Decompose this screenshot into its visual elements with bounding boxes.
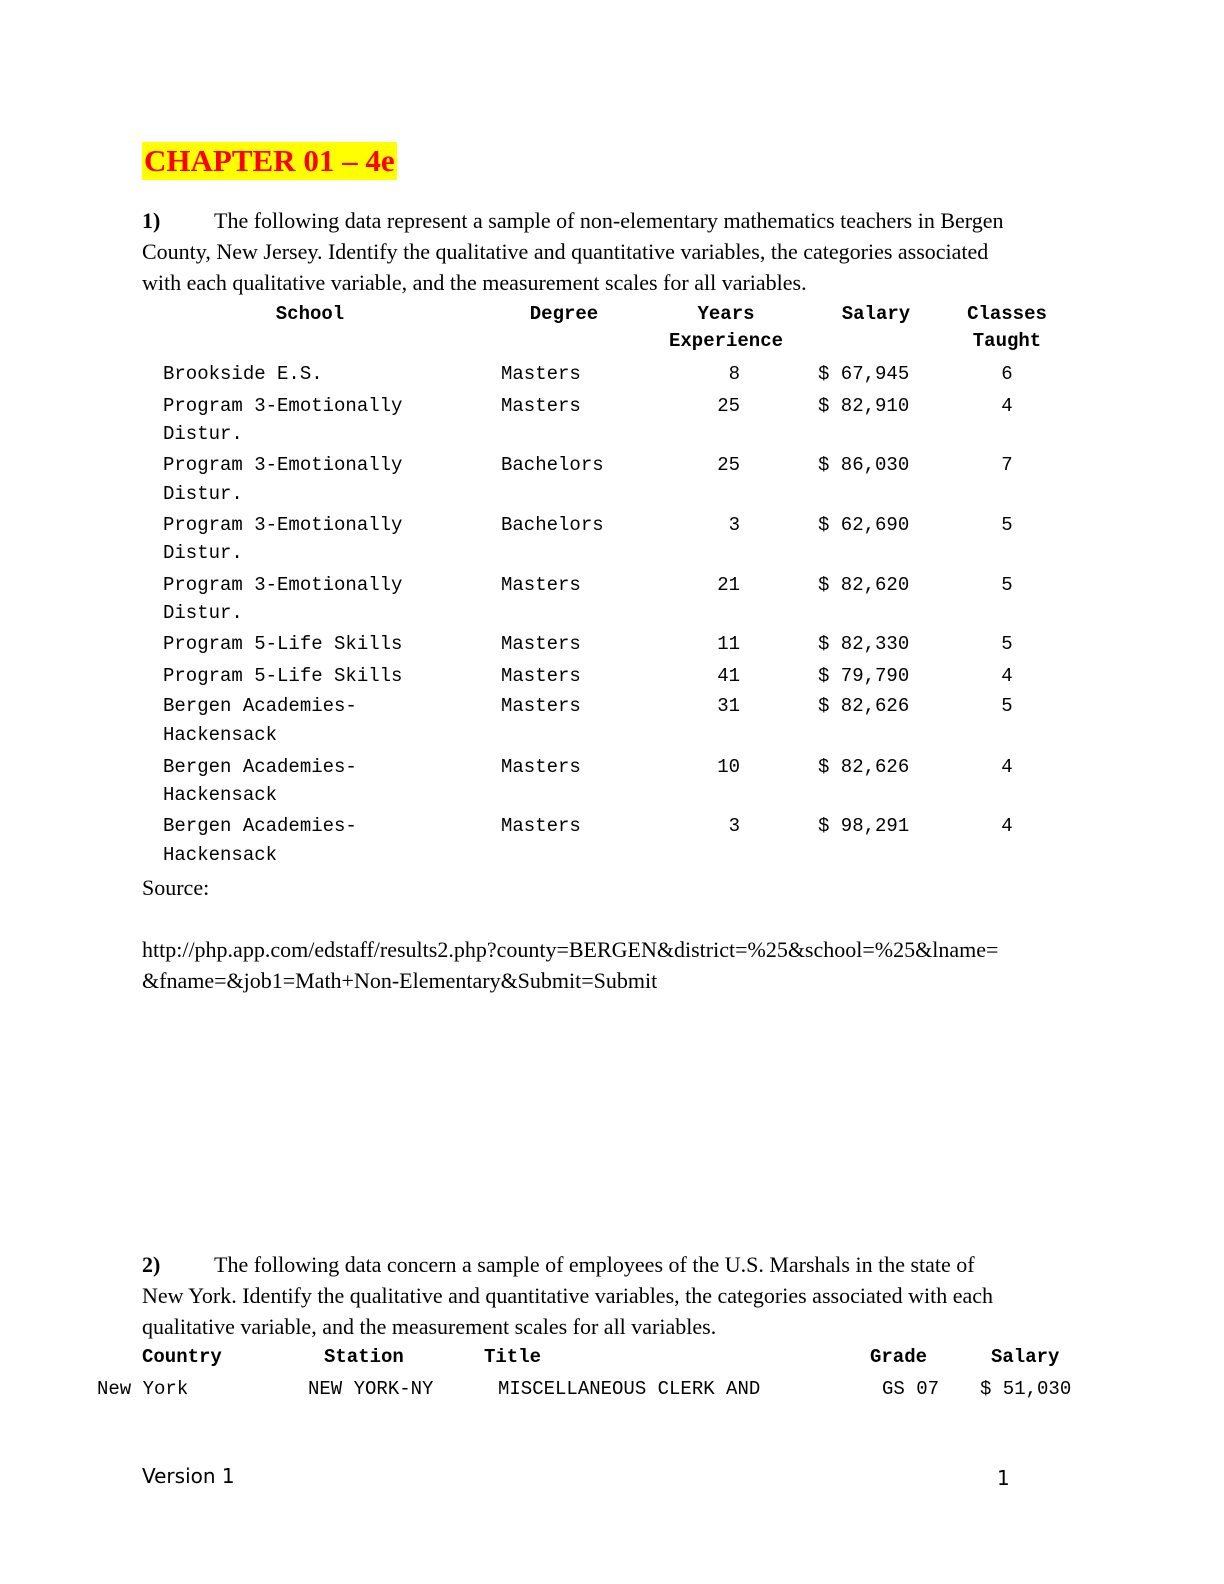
school-cell-continued: Distur. bbox=[163, 602, 243, 624]
classes-cell: 4 bbox=[1001, 756, 1013, 778]
footer-version: Version 1 bbox=[142, 1464, 235, 1488]
question-2-number: 2) bbox=[142, 1252, 161, 1277]
salary-cell: $ 51,030 bbox=[980, 1378, 1072, 1400]
degree-cell: Masters bbox=[501, 756, 581, 778]
header-salary: Salary bbox=[991, 1346, 1060, 1368]
question-2-line-3: qualitative variable, and the measurement scales for all variables. bbox=[142, 1314, 717, 1339]
source-url-line-2[interactable]: &fname=&job1=Math+Non-Elementary&Submit=Submit bbox=[142, 968, 658, 993]
degree-cell: Masters bbox=[501, 395, 581, 417]
school-cell: Program 3-Emotionally bbox=[163, 454, 403, 476]
classes-cell: 5 bbox=[1001, 633, 1013, 655]
question-2-text bbox=[142, 1249, 1082, 1342]
years-cell: 25 bbox=[717, 395, 740, 417]
header-salary: Salary bbox=[841, 303, 911, 325]
school-cell: Program 3-Emotionally bbox=[163, 514, 403, 536]
years-cell: 31 bbox=[717, 695, 740, 717]
years-cell: 8 bbox=[728, 363, 740, 385]
classes-cell: 4 bbox=[1001, 815, 1013, 837]
school-cell-continued: Hackensack bbox=[163, 784, 278, 806]
school-cell: Program 5-Life Skills bbox=[163, 633, 403, 655]
question-1-line-1: The following data represent a sample of non-elementary mathematics teachers in Bergen bbox=[214, 208, 1004, 233]
classes-cell: 5 bbox=[1001, 695, 1013, 717]
source-url[interactable] bbox=[142, 934, 998, 996]
years-cell: 21 bbox=[717, 574, 740, 596]
school-cell: Program 3-Emotionally bbox=[163, 574, 403, 596]
degree-cell: Bachelors bbox=[501, 454, 604, 476]
header-title: Title bbox=[484, 1346, 542, 1368]
header-degree: Degree bbox=[529, 303, 599, 325]
question-1-number: 1) bbox=[142, 208, 161, 233]
question-1-line-2: County, New Jersey. Identify the qualitative and quantitative variables, the categories associated bbox=[142, 239, 989, 264]
header-school: School bbox=[275, 303, 345, 325]
years-cell: 3 bbox=[728, 815, 740, 837]
page-number: 1 bbox=[997, 1466, 1010, 1490]
header-taught: Taught bbox=[972, 330, 1042, 352]
school-cell: Bergen Academies- bbox=[163, 815, 357, 837]
classes-cell: 4 bbox=[1001, 665, 1013, 687]
source-label: Source: bbox=[142, 875, 210, 900]
school-cell-continued: Hackensack bbox=[163, 844, 278, 866]
salary-cell: $ 62,690 bbox=[818, 514, 910, 536]
school-cell: Bergen Academies- bbox=[163, 756, 357, 778]
degree-cell: Masters bbox=[501, 695, 581, 717]
salary-cell: $ 82,620 bbox=[818, 574, 910, 596]
question-2-line-1: The following data concern a sample of employees of the U.S. Marshals in the state of bbox=[214, 1252, 975, 1277]
chapter-title: CHAPTER 01 – 4e bbox=[144, 143, 395, 178]
degree-cell: Bachelors bbox=[501, 514, 604, 536]
years-cell: 41 bbox=[717, 665, 740, 687]
school-cell-continued: Hackensack bbox=[163, 724, 278, 746]
degree-cell: Masters bbox=[501, 633, 581, 655]
years-cell: 11 bbox=[717, 633, 740, 655]
years-cell: 3 bbox=[728, 514, 740, 536]
degree-cell: Masters bbox=[501, 363, 581, 385]
school-cell: Brookside E.S. bbox=[163, 363, 323, 385]
salary-cell: $ 82,626 bbox=[818, 756, 910, 778]
header-classes: Classes bbox=[967, 303, 1047, 325]
school-cell-continued: Distur. bbox=[163, 483, 243, 505]
degree-cell: Masters bbox=[501, 574, 581, 596]
question-1-line-3: with each qualitative variable, and the measurement scales for all variables. bbox=[142, 270, 807, 295]
school-cell: Bergen Academies- bbox=[163, 695, 357, 717]
school-cell-continued: Distur. bbox=[163, 542, 243, 564]
degree-cell: Masters bbox=[501, 815, 581, 837]
grade-cell: GS 07 bbox=[882, 1378, 940, 1400]
classes-cell: 6 bbox=[1001, 363, 1013, 385]
classes-cell: 5 bbox=[1001, 574, 1013, 596]
classes-cell: 5 bbox=[1001, 514, 1013, 536]
header-station: Station bbox=[324, 1346, 404, 1368]
salary-cell: $ 82,910 bbox=[818, 395, 910, 417]
station-cell: NEW YORK-NY bbox=[308, 1378, 434, 1400]
classes-cell: 4 bbox=[1001, 395, 1013, 417]
classes-cell: 7 bbox=[1001, 454, 1013, 476]
source-url-line-1[interactable]: http://php.app.com/edstaff/results2.php?county=BERGEN&district=%25&school=%25&lname= bbox=[142, 937, 999, 962]
years-cell: 10 bbox=[717, 756, 740, 778]
header-country: Country bbox=[142, 1346, 222, 1368]
country-cell: New York bbox=[97, 1378, 189, 1400]
salary-cell: $ 79,790 bbox=[818, 665, 910, 687]
degree-cell: Masters bbox=[501, 665, 581, 687]
school-cell: Program 3-Emotionally bbox=[163, 395, 403, 417]
salary-cell: $ 67,945 bbox=[818, 363, 910, 385]
header-years: Years bbox=[697, 303, 755, 325]
question-1-text bbox=[142, 205, 1082, 298]
salary-cell: $ 82,330 bbox=[818, 633, 910, 655]
years-cell: 25 bbox=[717, 454, 740, 476]
salary-cell: $ 82,626 bbox=[818, 695, 910, 717]
title-cell: MISCELLANEOUS CLERK AND bbox=[498, 1378, 761, 1400]
salary-cell: $ 86,030 bbox=[818, 454, 910, 476]
header-grade: Grade bbox=[870, 1346, 928, 1368]
school-cell-continued: Distur. bbox=[163, 423, 243, 445]
header-experience: Experience bbox=[668, 330, 784, 352]
question-2-line-2: New York. Identify the qualitative and quantitative variables, the categories associated with each bbox=[142, 1283, 993, 1308]
salary-cell: $ 98,291 bbox=[818, 815, 910, 837]
school-cell: Program 5-Life Skills bbox=[163, 665, 403, 687]
